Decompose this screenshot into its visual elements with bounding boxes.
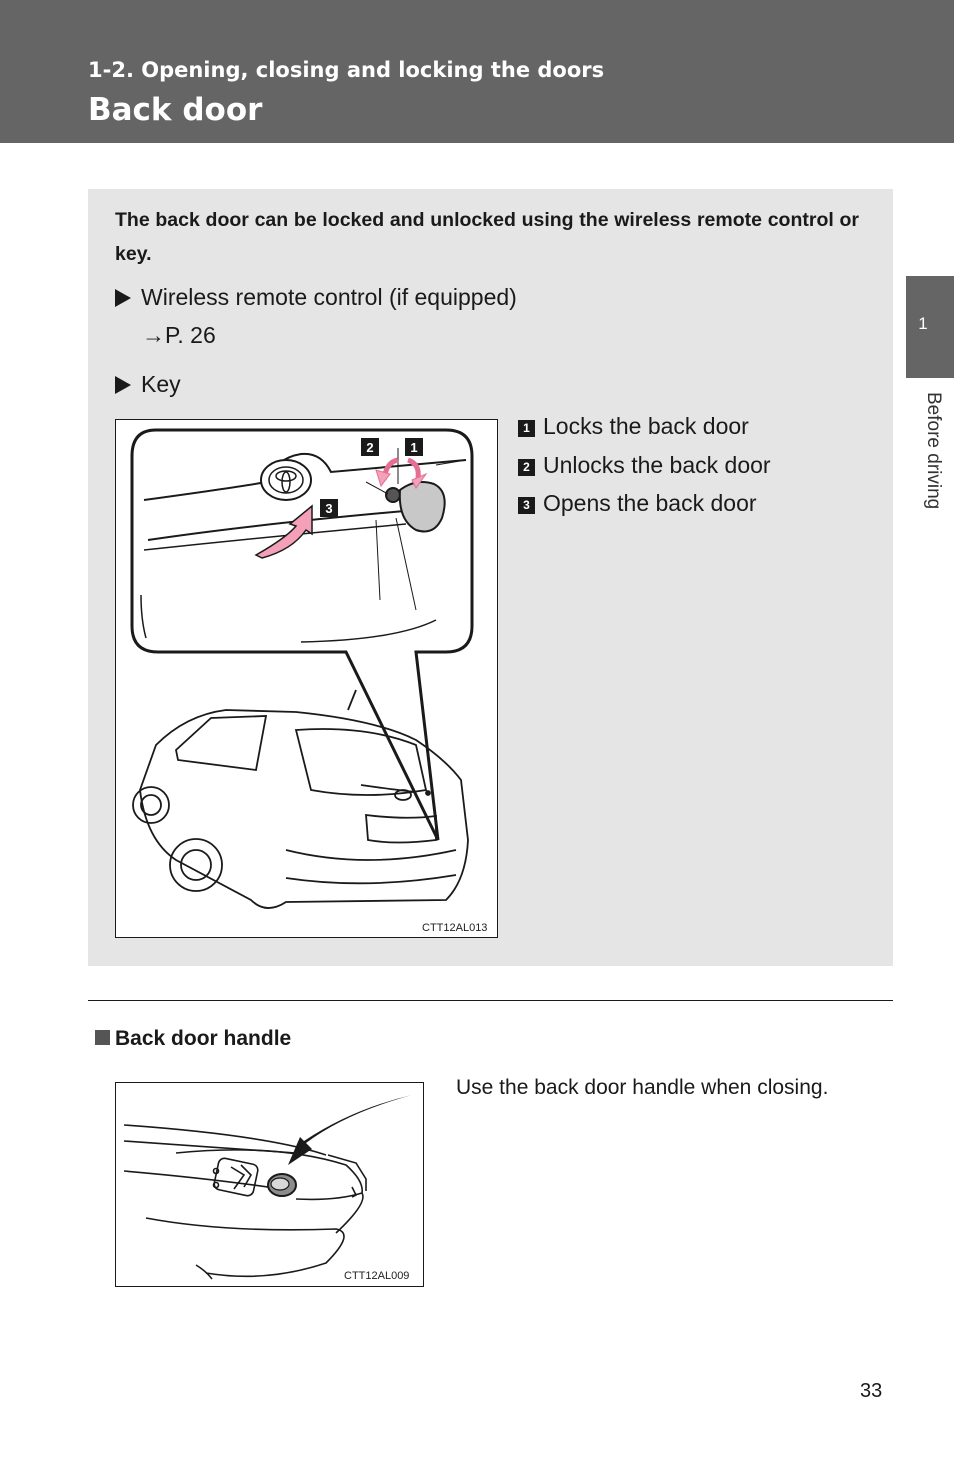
figure-code: CTT12AL009 <box>344 1270 410 1282</box>
svg-text:3: 3 <box>325 501 333 516</box>
chapter-tab[interactable] <box>906 276 954 378</box>
key-cylinder <box>386 488 400 502</box>
key-operation-illustration <box>115 419 498 938</box>
pointer-arrow-icon <box>288 1095 412 1165</box>
handle-instruction: Use the back door handle when closing. <box>456 1076 829 1099</box>
door-handle-icon <box>268 1174 296 1196</box>
square-bullet-icon <box>95 1030 110 1045</box>
triangle-bullet-icon <box>115 289 131 307</box>
intro-text: The back door can be locked and unlocked using the wireless remote control or key. <box>115 209 859 265</box>
svg-text:2: 2 <box>366 440 374 455</box>
bullet-key-label: Key <box>141 371 181 397</box>
section-divider <box>88 1000 893 1001</box>
legend-text: Opens the back door <box>543 490 757 516</box>
chapter-label: Before driving <box>923 392 944 510</box>
section-title: 1-2. Opening, closing and locking the doors <box>88 58 605 82</box>
car-rear-drawing <box>116 420 497 937</box>
bullet-wireless-label: Wireless remote control (if equipped) <box>141 284 517 310</box>
handle-heading-label: Back door handle <box>115 1027 292 1050</box>
back-door-handle-drawing <box>116 1083 423 1286</box>
bullet-key <box>115 371 181 398</box>
badge-number: 3 <box>518 497 535 514</box>
page-reference[interactable]: →P. 26 <box>142 322 216 348</box>
svg-text:1: 1 <box>410 440 418 455</box>
chapter-number: 1 <box>918 314 928 333</box>
page-title: Back door <box>88 92 263 128</box>
page-number: 33 <box>860 1380 883 1402</box>
badge-number: 2 <box>518 459 535 476</box>
badge-2 <box>361 438 379 456</box>
handle-heading <box>95 1027 291 1051</box>
legend-item-open <box>518 490 757 517</box>
page-header <box>0 0 954 143</box>
badge-1 <box>405 438 423 456</box>
figure-code: CTT12AL013 <box>422 922 488 934</box>
legend-text: Locks the back door <box>543 413 749 439</box>
legend-item-unlock <box>518 452 771 479</box>
legend-item-lock <box>518 413 749 440</box>
info-box <box>88 189 893 966</box>
badge-number: 1 <box>518 420 535 437</box>
legend-text: Unlocks the back door <box>543 452 771 478</box>
toyota-emblem-icon <box>261 460 311 500</box>
handle-illustration <box>115 1082 424 1287</box>
bullet-wireless <box>115 284 517 311</box>
badge-3 <box>320 499 338 517</box>
triangle-bullet-icon <box>115 376 131 394</box>
